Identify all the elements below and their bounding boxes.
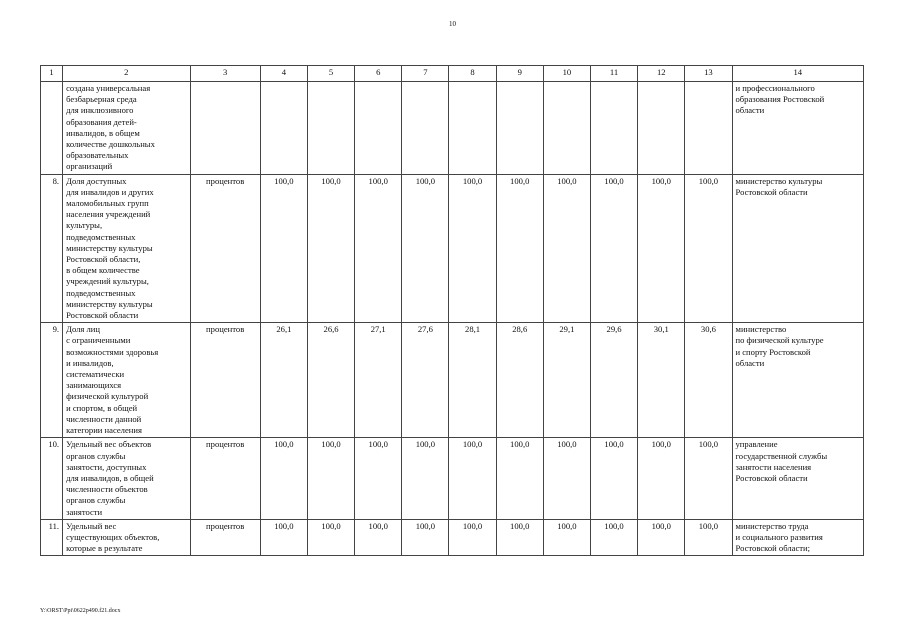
file-path-footer: Y:\ORST\Ppi\0622p490.f21.docx: [40, 608, 121, 614]
responsible-cell: министерство культуры Ростовской области: [732, 174, 864, 323]
column-number-header: 3: [190, 66, 260, 82]
unit-cell: процентов: [190, 519, 260, 556]
table-row: [41, 174, 864, 323]
value-cell: 100,0: [355, 438, 402, 519]
value-cell: 100,0: [685, 174, 732, 323]
responsible-cell: и профессионального образования Ростовской области: [732, 82, 864, 175]
value-cell: 100,0: [496, 519, 543, 556]
column-number-header: 1: [41, 66, 63, 82]
value-cell: 29,1: [543, 323, 590, 438]
value-cell: 100,0: [638, 519, 685, 556]
column-number-header: 11: [590, 66, 637, 82]
value-cell: 100,0: [543, 438, 590, 519]
value-cell: 100,0: [590, 174, 637, 323]
row-number-cell: [41, 82, 63, 175]
value-cell: 100,0: [260, 438, 307, 519]
column-number-header: 4: [260, 66, 307, 82]
value-cell: [402, 82, 449, 175]
unit-cell: процентов: [190, 438, 260, 519]
row-number-cell: 10.: [41, 438, 63, 519]
unit-cell: процентов: [190, 323, 260, 438]
indicator-name-cell: Доля лиц с ограниченными возможностями здоровья и инвалидов, систематически занимающихся физической культурой и спортом, в общей численности данной категории населения: [63, 323, 190, 438]
value-cell: 100,0: [449, 174, 496, 323]
table-row: [41, 438, 864, 519]
value-cell: [260, 82, 307, 175]
value-cell: 100,0: [402, 519, 449, 556]
value-cell: 100,0: [307, 174, 354, 323]
value-cell: 27,6: [402, 323, 449, 438]
value-cell: 100,0: [543, 519, 590, 556]
page-number: 10: [449, 20, 456, 28]
value-cell: 100,0: [449, 438, 496, 519]
value-cell: 100,0: [590, 438, 637, 519]
table-row: [41, 519, 864, 556]
column-number-header: 10: [543, 66, 590, 82]
indicator-name-cell: Удельный вес существующих объектов, которые в результате: [63, 519, 190, 556]
value-cell: 100,0: [260, 174, 307, 323]
column-number-header: 13: [685, 66, 732, 82]
indicator-name-cell: Удельный вес объектов органов службы занятости, доступных для инвалидов, в общей численности объектов органов службы занятости: [63, 438, 190, 519]
value-cell: 100,0: [496, 174, 543, 323]
indicators-table: [40, 65, 864, 556]
value-cell: 28,1: [449, 323, 496, 438]
value-cell: 100,0: [590, 519, 637, 556]
value-cell: [543, 82, 590, 175]
value-cell: 100,0: [638, 174, 685, 323]
value-cell: 100,0: [496, 438, 543, 519]
value-cell: 26,1: [260, 323, 307, 438]
column-number-header: 14: [732, 66, 864, 82]
value-cell: 100,0: [638, 438, 685, 519]
table-row: [41, 82, 864, 175]
value-cell: 100,0: [543, 174, 590, 323]
value-cell: 27,1: [355, 323, 402, 438]
column-number-header-row: [41, 66, 864, 82]
table-row: [41, 323, 864, 438]
value-cell: [355, 82, 402, 175]
value-cell: [638, 82, 685, 175]
column-number-header: 6: [355, 66, 402, 82]
column-number-header: 9: [496, 66, 543, 82]
value-cell: 100,0: [307, 519, 354, 556]
indicator-name-cell: создана универсальная безбарьерная среда для инклюзивного образования детей- инвалидов, в общем количестве дошкольных образовательных организаций: [63, 82, 190, 175]
value-cell: 28,6: [496, 323, 543, 438]
value-cell: 100,0: [355, 174, 402, 323]
value-cell: 29,6: [590, 323, 637, 438]
value-cell: [449, 82, 496, 175]
column-number-header: 7: [402, 66, 449, 82]
value-cell: 100,0: [685, 519, 732, 556]
value-cell: 30,1: [638, 323, 685, 438]
responsible-cell: министерство по физической культуре и спорту Ростовской области: [732, 323, 864, 438]
column-number-header: 8: [449, 66, 496, 82]
value-cell: [590, 82, 637, 175]
value-cell: 100,0: [307, 438, 354, 519]
value-cell: 100,0: [402, 438, 449, 519]
value-cell: 26,6: [307, 323, 354, 438]
value-cell: 100,0: [402, 174, 449, 323]
unit-cell: [190, 82, 260, 175]
responsible-cell: управление государственной службы занятости населения Ростовской области: [732, 438, 864, 519]
row-number-cell: 8.: [41, 174, 63, 323]
responsible-cell: министерство труда и социального развития Ростовской области;: [732, 519, 864, 556]
value-cell: 30,6: [685, 323, 732, 438]
value-cell: 100,0: [355, 519, 402, 556]
column-number-header: 5: [307, 66, 354, 82]
value-cell: [685, 82, 732, 175]
column-number-header: 12: [638, 66, 685, 82]
unit-cell: процентов: [190, 174, 260, 323]
value-cell: 100,0: [449, 519, 496, 556]
row-number-cell: 9.: [41, 323, 63, 438]
value-cell: 100,0: [685, 438, 732, 519]
indicator-name-cell: Доля доступных для инвалидов и других маломобильных групп населения учреждений культуры, подведомственных министерству культуры Ростовской области, в общем количестве учреждений культуры, подведомственных министерству культуры Ростовской области: [63, 174, 190, 323]
row-number-cell: 11.: [41, 519, 63, 556]
value-cell: 100,0: [260, 519, 307, 556]
value-cell: [496, 82, 543, 175]
value-cell: [307, 82, 354, 175]
column-number-header: 2: [63, 66, 190, 82]
